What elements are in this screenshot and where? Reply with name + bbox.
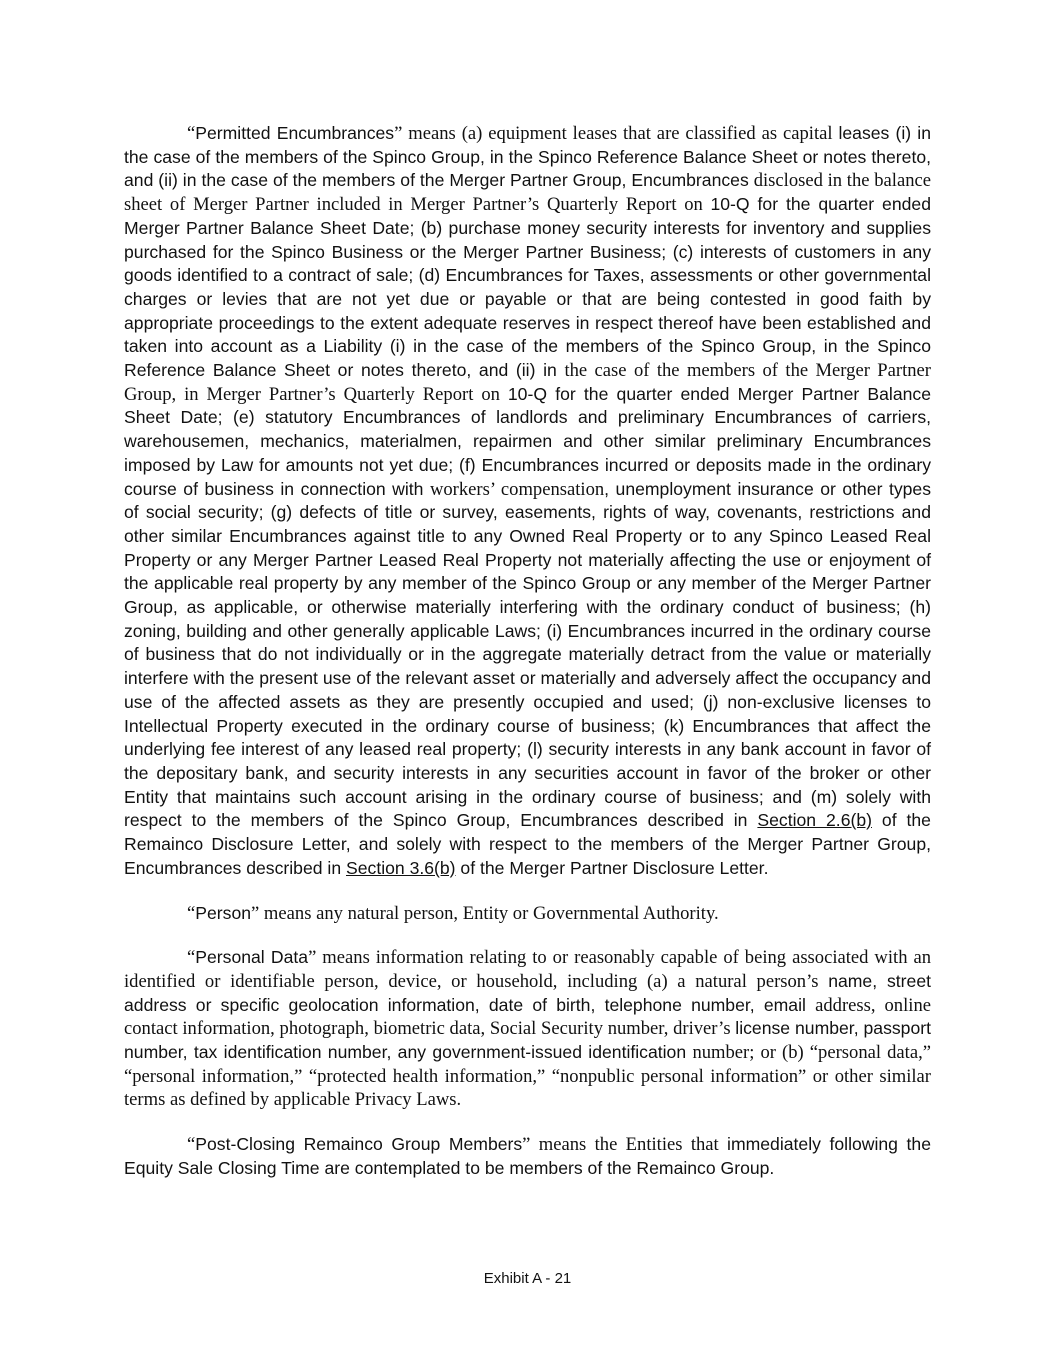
definition-text: immediately following the Equity Sale Closing Time are contemplated to be members of the Remainco Group. xyxy=(124,1134,931,1178)
definition-text: name, street address or specific geolocation information, date of birth, telephone number, email xyxy=(124,970,932,1015)
definition-text: license number, passport number, tax identification number, any government-issued identification xyxy=(124,1018,932,1063)
close-quote: ” xyxy=(394,123,403,144)
definition-text: of the Merger Partner Disclosure Letter. xyxy=(455,857,769,878)
definition-text: , unemployment insurance or other types of social security; (g) defects of title or survey, easements, rights of way, covenants, restrictions and other similar Encumbrances against title to any Owned Real Property or to any Spinco Leased Real Property or any Merger Partner Leased Real Property not materially affecting the use or enjoyment of the applicable real property by any member of the Spinco Group or any member of the Merger Partner Group, as applicable, or otherwise materially interfering with the ordinary conduct of business; (h) zoning, building and other generally applicable Laws; (i) Encumbrances incurred in the ordinary course of business that do not individually or in the aggregate materially detract from the value or materially interfere with the present use of the relevant asset or materially and adversely affect the occupancy and use of the affected assets as they are presently occupied and used; (j) non-exclusive licenses to Intellectual Property executed in the ordinary course of business; (k) Encumbrances that affect the underlying fee interest of any leased real property; (l) security interests in any bank account in favor of the depositary bank, and security interests in any securities account in favor of the broker or other Entity that maintains such account arising in the ordinary course of business; and (m) solely with respect to the members of the Spinco Group, Encumbrances described in xyxy=(124,478,931,831)
close-quote: ” xyxy=(522,1134,531,1156)
section-reference-link[interactable]: Section 3.6(b) xyxy=(346,857,456,878)
open-quote: “ xyxy=(187,123,196,144)
defined-term: Post-Closing Remainco Group Members xyxy=(195,1134,523,1155)
definition-intro: means information relating to or reasonably capable of being associated with an identified or identifiable person, device, or household, including (a) a natural person’s xyxy=(124,947,931,992)
open-quote: “ xyxy=(187,1134,196,1156)
definition-text: workers’ compensation xyxy=(429,478,605,500)
definition-person xyxy=(124,902,931,926)
document-page xyxy=(124,122,931,1202)
open-quote: “ xyxy=(187,902,196,924)
definition-text: 10-Q for the quarter ended Merger Partner Balance Sheet Date; (e) statutory Encumbrances of landlords and preliminary Encumbrances of carriers, warehousemen, mechanics, materialmen, repairmen and other similar preliminary Encumbrances imposed by Law for amounts not yet due; (f) Encumbrances incurred or deposits made in the ordinary course of business in connection with xyxy=(124,383,931,499)
definition-text: disclosed in the balance sheet of Merger Partner included in Merger Partner’s Quarterly Report on xyxy=(124,170,931,216)
definition-intro: means the Entities that xyxy=(530,1134,728,1156)
definition-text: of the Remainco Disclosure Letter, and solely with respect to the members of the Merger Partner Group, Encumbrances described in xyxy=(124,810,931,878)
definition-text: the case of the members of the Merger Partner Group, in Merger Partner’s Quarterly Report on xyxy=(124,360,931,405)
close-quote: ” xyxy=(308,947,317,969)
definition-post-closing-remainco-group-members xyxy=(124,1133,931,1180)
close-quote: ” xyxy=(251,902,260,924)
section-reference-link[interactable]: Section 2.6(b) xyxy=(757,810,872,831)
definition-text: address, online contact information, photograph, biometric data, Social Security number, driver’s xyxy=(124,994,931,1040)
definition-text: leases (i) in the case of the members of the Spinco Group, in the Spinco Reference Balance Sheet or notes thereto, and (ii) in the case of the members of the Merger Partner Group, Encumbrances xyxy=(124,123,931,191)
definition-permitted-encumbrances xyxy=(124,122,931,881)
defined-term: Personal Data xyxy=(195,947,309,968)
definition-intro: means any natural person, Entity or Governmental Authority. xyxy=(259,902,719,924)
definition-personal-data xyxy=(124,946,931,1112)
defined-term: Permitted Encumbrances xyxy=(195,123,395,143)
definition-intro: means (a) equipment leases that are classified as capital xyxy=(402,123,839,144)
open-quote: “ xyxy=(187,947,196,969)
page-footer: Exhibit A - 21 xyxy=(483,1270,572,1287)
definition-text: number; or (b) “personal data,” “personal information,” “protected health information,” “nonpublic personal information” or other similar terms as defined by applicable Privacy Laws. xyxy=(124,1042,931,1111)
defined-term: Person xyxy=(195,902,252,923)
definition-text: 10-Q for the quarter ended Merger Partner Balance Sheet Date; (b) purchase money security interests for inventory and supplies purchased for the Spinco Business or the Merger Partner Business; (c) interests of customers in any goods identified to a contract of sale; (d) Encumbrances for Taxes, assessments or other governmental charges or levies that are not yet due or payable or that are being contested in good faith by appropriate proceedings to the extent adequate reserves in respect thereof have been established and taken into account as a Liability (i) in the case of the members of the Spinco Group, in the Spinco Reference Balance Sheet or notes thereto, and (ii) in xyxy=(124,194,931,381)
